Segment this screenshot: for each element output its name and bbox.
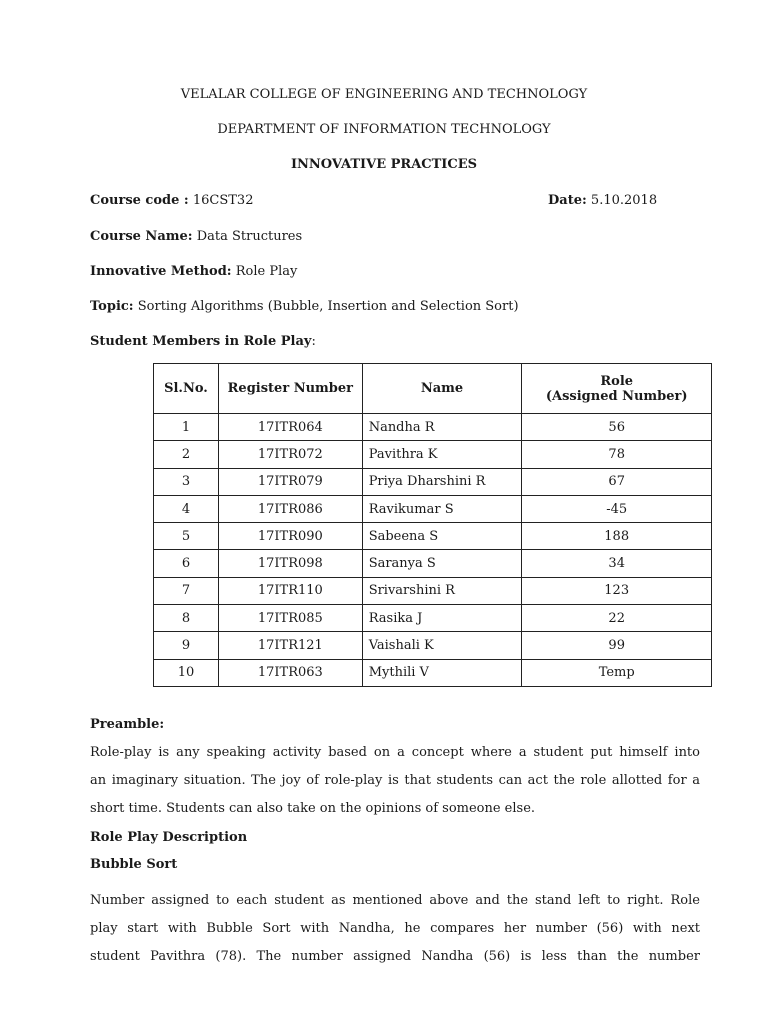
description-line: student Pavithra (78). The number assigned Nandha (56) is less than the number — [90, 949, 700, 964]
cell-role: Temp — [522, 659, 712, 686]
course-name-line — [90, 229, 302, 244]
topic-label: Topic: — [90, 299, 134, 314]
cell-register-number: 17ITR079 — [218, 468, 362, 495]
cell-name: Pavithra K — [362, 441, 522, 468]
cell-name: Priya Dharshini R — [362, 468, 522, 495]
cell-sl-no: 6 — [154, 550, 219, 577]
method-label: Innovative Method: — [90, 264, 232, 279]
preamble-line: Role-play is any speaking activity based on a concept where a student put himself into — [90, 745, 700, 760]
header-role-subtitle: (Assigned Number) — [545, 388, 688, 404]
preamble-line: an imaginary situation. The joy of role-play is that students can act the role allotted for a — [90, 773, 700, 788]
header-sl-no: Sl.No. — [154, 364, 219, 414]
cell-role: 123 — [522, 577, 712, 604]
cell-sl-no: 5 — [154, 523, 219, 550]
table-row — [154, 495, 712, 522]
cell-sl-no: 10 — [154, 659, 219, 686]
table-row — [154, 441, 712, 468]
date-label: Date: — [548, 193, 587, 208]
cell-sl-no: 4 — [154, 495, 219, 522]
table-header-row — [154, 364, 712, 414]
cell-role: 22 — [522, 605, 712, 632]
cell-sl-no: 7 — [154, 577, 219, 604]
members-label: Student Members in Role Play — [90, 334, 312, 349]
cell-name: Sabeena S — [362, 523, 522, 550]
course-code-value: 16CST32 — [192, 193, 254, 208]
description-heading: Role Play Description — [90, 830, 248, 845]
cell-register-number: 17ITR090 — [218, 523, 362, 550]
table-body — [154, 414, 712, 687]
cell-role: 78 — [522, 441, 712, 468]
cell-name: Rasika J — [362, 605, 522, 632]
preamble-paragraph — [90, 739, 700, 823]
table-row — [154, 414, 712, 441]
cell-register-number: 17ITR064 — [218, 414, 362, 441]
description-line: play start with Bubble Sort with Nandha, he compares her number (56) with next — [90, 921, 700, 936]
preamble-heading: Preamble: — [90, 717, 165, 732]
cell-name: Saranya S — [362, 550, 522, 577]
bubble-sort-heading: Bubble Sort — [90, 857, 178, 872]
cell-name: Vaishali K — [362, 632, 522, 659]
table-row — [154, 550, 712, 577]
course-name-value: Data Structures — [196, 229, 303, 244]
cell-name: Srivarshini R — [362, 577, 522, 604]
header-role — [522, 364, 712, 414]
document-title: INNOVATIVE PRACTICES — [290, 157, 478, 172]
cell-sl-no: 1 — [154, 414, 219, 441]
cell-role: 188 — [522, 523, 712, 550]
cell-register-number: 17ITR072 — [218, 441, 362, 468]
cell-sl-no: 2 — [154, 441, 219, 468]
method-value: Role Play — [235, 264, 298, 279]
header-name: Name — [362, 364, 522, 414]
course-code-line — [90, 193, 253, 208]
description-paragraph — [90, 887, 700, 971]
date-line — [548, 193, 657, 208]
cell-register-number: 17ITR098 — [218, 550, 362, 577]
table-row — [154, 605, 712, 632]
cell-name: Ravikumar S — [362, 495, 522, 522]
cell-role: -45 — [522, 495, 712, 522]
department-name: DEPARTMENT OF INFORMATION TECHNOLOGY — [217, 122, 551, 137]
table-row — [154, 577, 712, 604]
header-role-title: Role — [600, 373, 634, 389]
cell-sl-no: 3 — [154, 468, 219, 495]
method-line — [90, 264, 297, 279]
description-line: Number assigned to each student as mentioned above and the stand left to right. Role — [90, 893, 700, 908]
cell-register-number: 17ITR121 — [218, 632, 362, 659]
preamble-line: short time. Students can also take on the opinions of someone else. — [90, 801, 536, 816]
cell-role: 99 — [522, 632, 712, 659]
table-row — [154, 632, 712, 659]
course-code-label: Course code : — [90, 193, 189, 208]
table-row — [154, 468, 712, 495]
members-heading — [90, 334, 316, 349]
topic-value: Sorting Algorithms (Bubble, Insertion and Selection Sort) — [137, 299, 519, 314]
course-name-label: Course Name: — [90, 229, 193, 244]
cell-register-number: 17ITR085 — [218, 605, 362, 632]
members-colon: : — [311, 334, 316, 349]
cell-register-number: 17ITR063 — [218, 659, 362, 686]
cell-role: 56 — [522, 414, 712, 441]
cell-sl-no: 9 — [154, 632, 219, 659]
cell-register-number: 17ITR086 — [218, 495, 362, 522]
cell-role: 67 — [522, 468, 712, 495]
cell-register-number: 17ITR110 — [218, 577, 362, 604]
header-register-number: Register Number — [218, 364, 362, 414]
table-row — [154, 659, 712, 686]
cell-name: Mythili V — [362, 659, 522, 686]
topic-line — [90, 299, 519, 314]
cell-name: Nandha R — [362, 414, 522, 441]
date-value: 5.10.2018 — [590, 193, 658, 208]
members-table — [153, 363, 712, 687]
college-name: VELALAR COLLEGE OF ENGINEERING AND TECHNOLOGY — [180, 87, 588, 102]
cell-sl-no: 8 — [154, 605, 219, 632]
cell-role: 34 — [522, 550, 712, 577]
table-row — [154, 523, 712, 550]
